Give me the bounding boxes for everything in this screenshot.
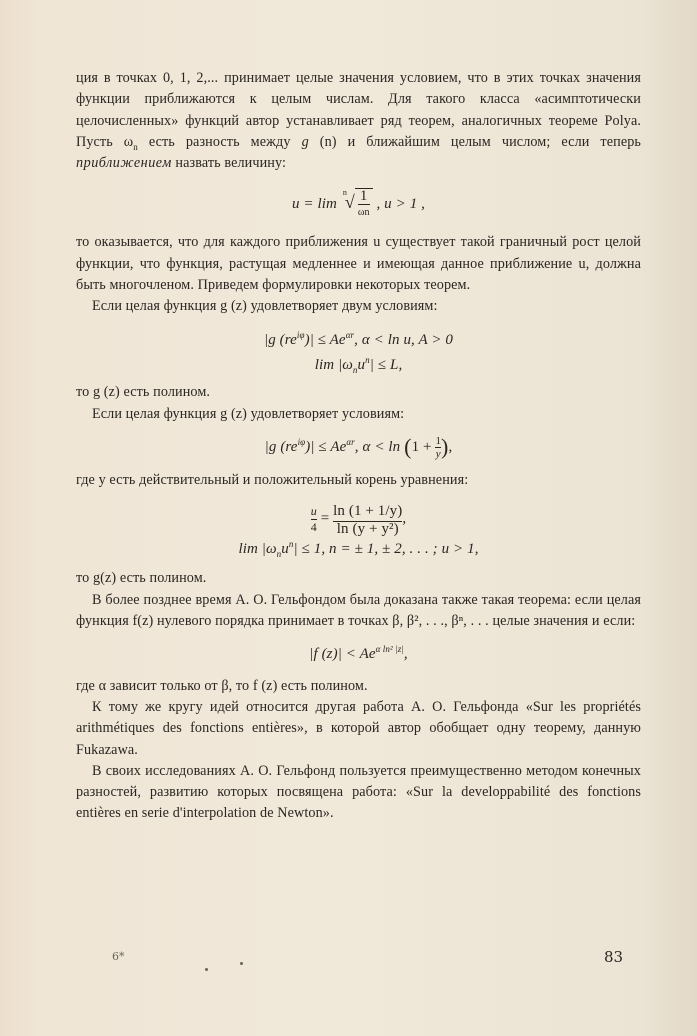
text: )| ≤ Ae <box>304 331 346 348</box>
denominator: y <box>435 447 441 460</box>
paragraph-3: Если целая функция g (z) удовлетворяет двум условиям: <box>92 298 438 315</box>
text: , <box>403 646 408 663</box>
formula-rhs: , u > 1 , <box>376 196 426 213</box>
page-body <box>76 68 641 825</box>
subscript: n <box>133 141 138 152</box>
paragraph-2: то оказывается, что для каждого приближения u существует такой граничный рост целой функции, что функция, растущая медленнее и имеющая данное приближение u, должна быть многочленом. Приведем формулировки некоторых теорем. <box>76 234 641 294</box>
formula-approximation <box>76 188 641 220</box>
fraction <box>358 189 370 220</box>
speck <box>240 962 243 965</box>
equals: = <box>316 510 334 527</box>
text: |g (re <box>263 331 297 348</box>
root-index: n <box>342 188 347 198</box>
text: назвать величину: <box>171 155 287 172</box>
denominator: ln (y + y²) <box>333 521 402 537</box>
paren: ( <box>404 433 412 459</box>
text: ция в точках 0, 1, 2,... принимает целые значения условием, что в этих точках значения функции приближаются к целым числам. Для такого класса «асимптотически целочисленных» функций автор устанавливает ряд теорем, аналогичных теореме Polya. Пусть ω <box>76 70 641 150</box>
radicand <box>355 188 373 220</box>
nth-root <box>341 188 373 220</box>
superscript: n <box>365 354 370 365</box>
formula-equation <box>76 501 641 537</box>
subscript: n <box>352 364 358 375</box>
text: | ≤ 1, n = ± 1, ± 2, . . . ; u > 1, <box>293 541 479 558</box>
text: , α < ln u, A > 0 <box>354 331 453 348</box>
page-number: 83 <box>604 948 624 966</box>
superscript: αr <box>345 329 355 340</box>
text: | ≤ L, <box>369 356 403 373</box>
text: , <box>448 438 453 455</box>
text: , α < ln <box>354 438 405 455</box>
speck <box>205 968 208 971</box>
math-var: g <box>301 133 309 150</box>
numerator: u <box>310 503 317 518</box>
text: lim |ω <box>314 356 353 373</box>
subscript: n <box>276 549 282 560</box>
paragraph-6: где y есть действительный и положительный корень уравнения: <box>76 471 469 488</box>
numerator: 1 <box>435 434 442 447</box>
numerator: 1 <box>359 188 368 205</box>
signature-mark: 6* <box>112 950 125 963</box>
text: , <box>402 510 407 527</box>
text: u <box>357 356 366 373</box>
superscript: n <box>288 539 294 550</box>
paragraph-7: то g(z) есть полином. <box>76 570 207 587</box>
formula-growth-3 <box>76 644 641 665</box>
formula-growth-1 <box>76 330 641 351</box>
paragraph-10: К тому же кругу идей относится другая работа А. О. Гельфонда «Sur les propriétés arithmétiques des fonctions entières», в которой автор обобщает одну теорему, данную Fukazawa. <box>76 698 641 758</box>
formula-limit-1 <box>76 355 641 376</box>
paragraph-5: Если целая функция g (z) удовлетворяет условиям: <box>92 405 405 422</box>
text: |f (z)| < Ae <box>309 646 376 663</box>
paragraph-11: В своих исследованиях А. О. Гельфонд пользуется преимущественно методом конечных разностей, развитию которых посвящена работа: «Sur la developpabilité des fonctions entières en serie d'interpolation de Newton». <box>76 762 641 822</box>
text: |g (re <box>264 438 298 455</box>
emphasis-term: приближением <box>76 155 172 172</box>
paren: ) <box>441 433 449 459</box>
text: 1 + <box>411 438 436 455</box>
superscript: iφ <box>296 329 305 340</box>
paragraph-1 <box>76 68 641 174</box>
text: (n) и ближайшим целым числом; если теперь <box>308 133 641 150</box>
numerator: ln (1 + 1/y) <box>333 503 403 520</box>
fraction-rhs <box>333 501 402 537</box>
formula-lhs: u = lim <box>291 196 337 213</box>
radical-sign: √ <box>344 192 355 213</box>
superscript: αr <box>346 436 355 447</box>
paragraph-9: где α зависит только от β, то f (z) есть полином. <box>76 677 368 694</box>
paragraph-8: В более позднее время А. О. Гельфондом была доказана также такая теорема: если целая функция f(z) нулевого порядка принимает в точках β, β², . . ., βⁿ, . . . целые значения и если: <box>76 591 641 630</box>
text: )| ≤ Ae <box>305 438 347 455</box>
superscript: α ln² |z| <box>375 644 404 655</box>
superscript: iφ <box>297 436 306 447</box>
formula-growth-2 <box>76 435 641 460</box>
formula-limit-2 <box>76 539 641 560</box>
denominator: ωn <box>358 204 370 220</box>
text: u <box>281 541 289 558</box>
denominator: 4 <box>310 519 317 534</box>
text: lim |ω <box>238 541 277 558</box>
paragraph-4: то g (z) есть полином. <box>76 384 211 401</box>
text: есть разность между <box>137 133 302 150</box>
